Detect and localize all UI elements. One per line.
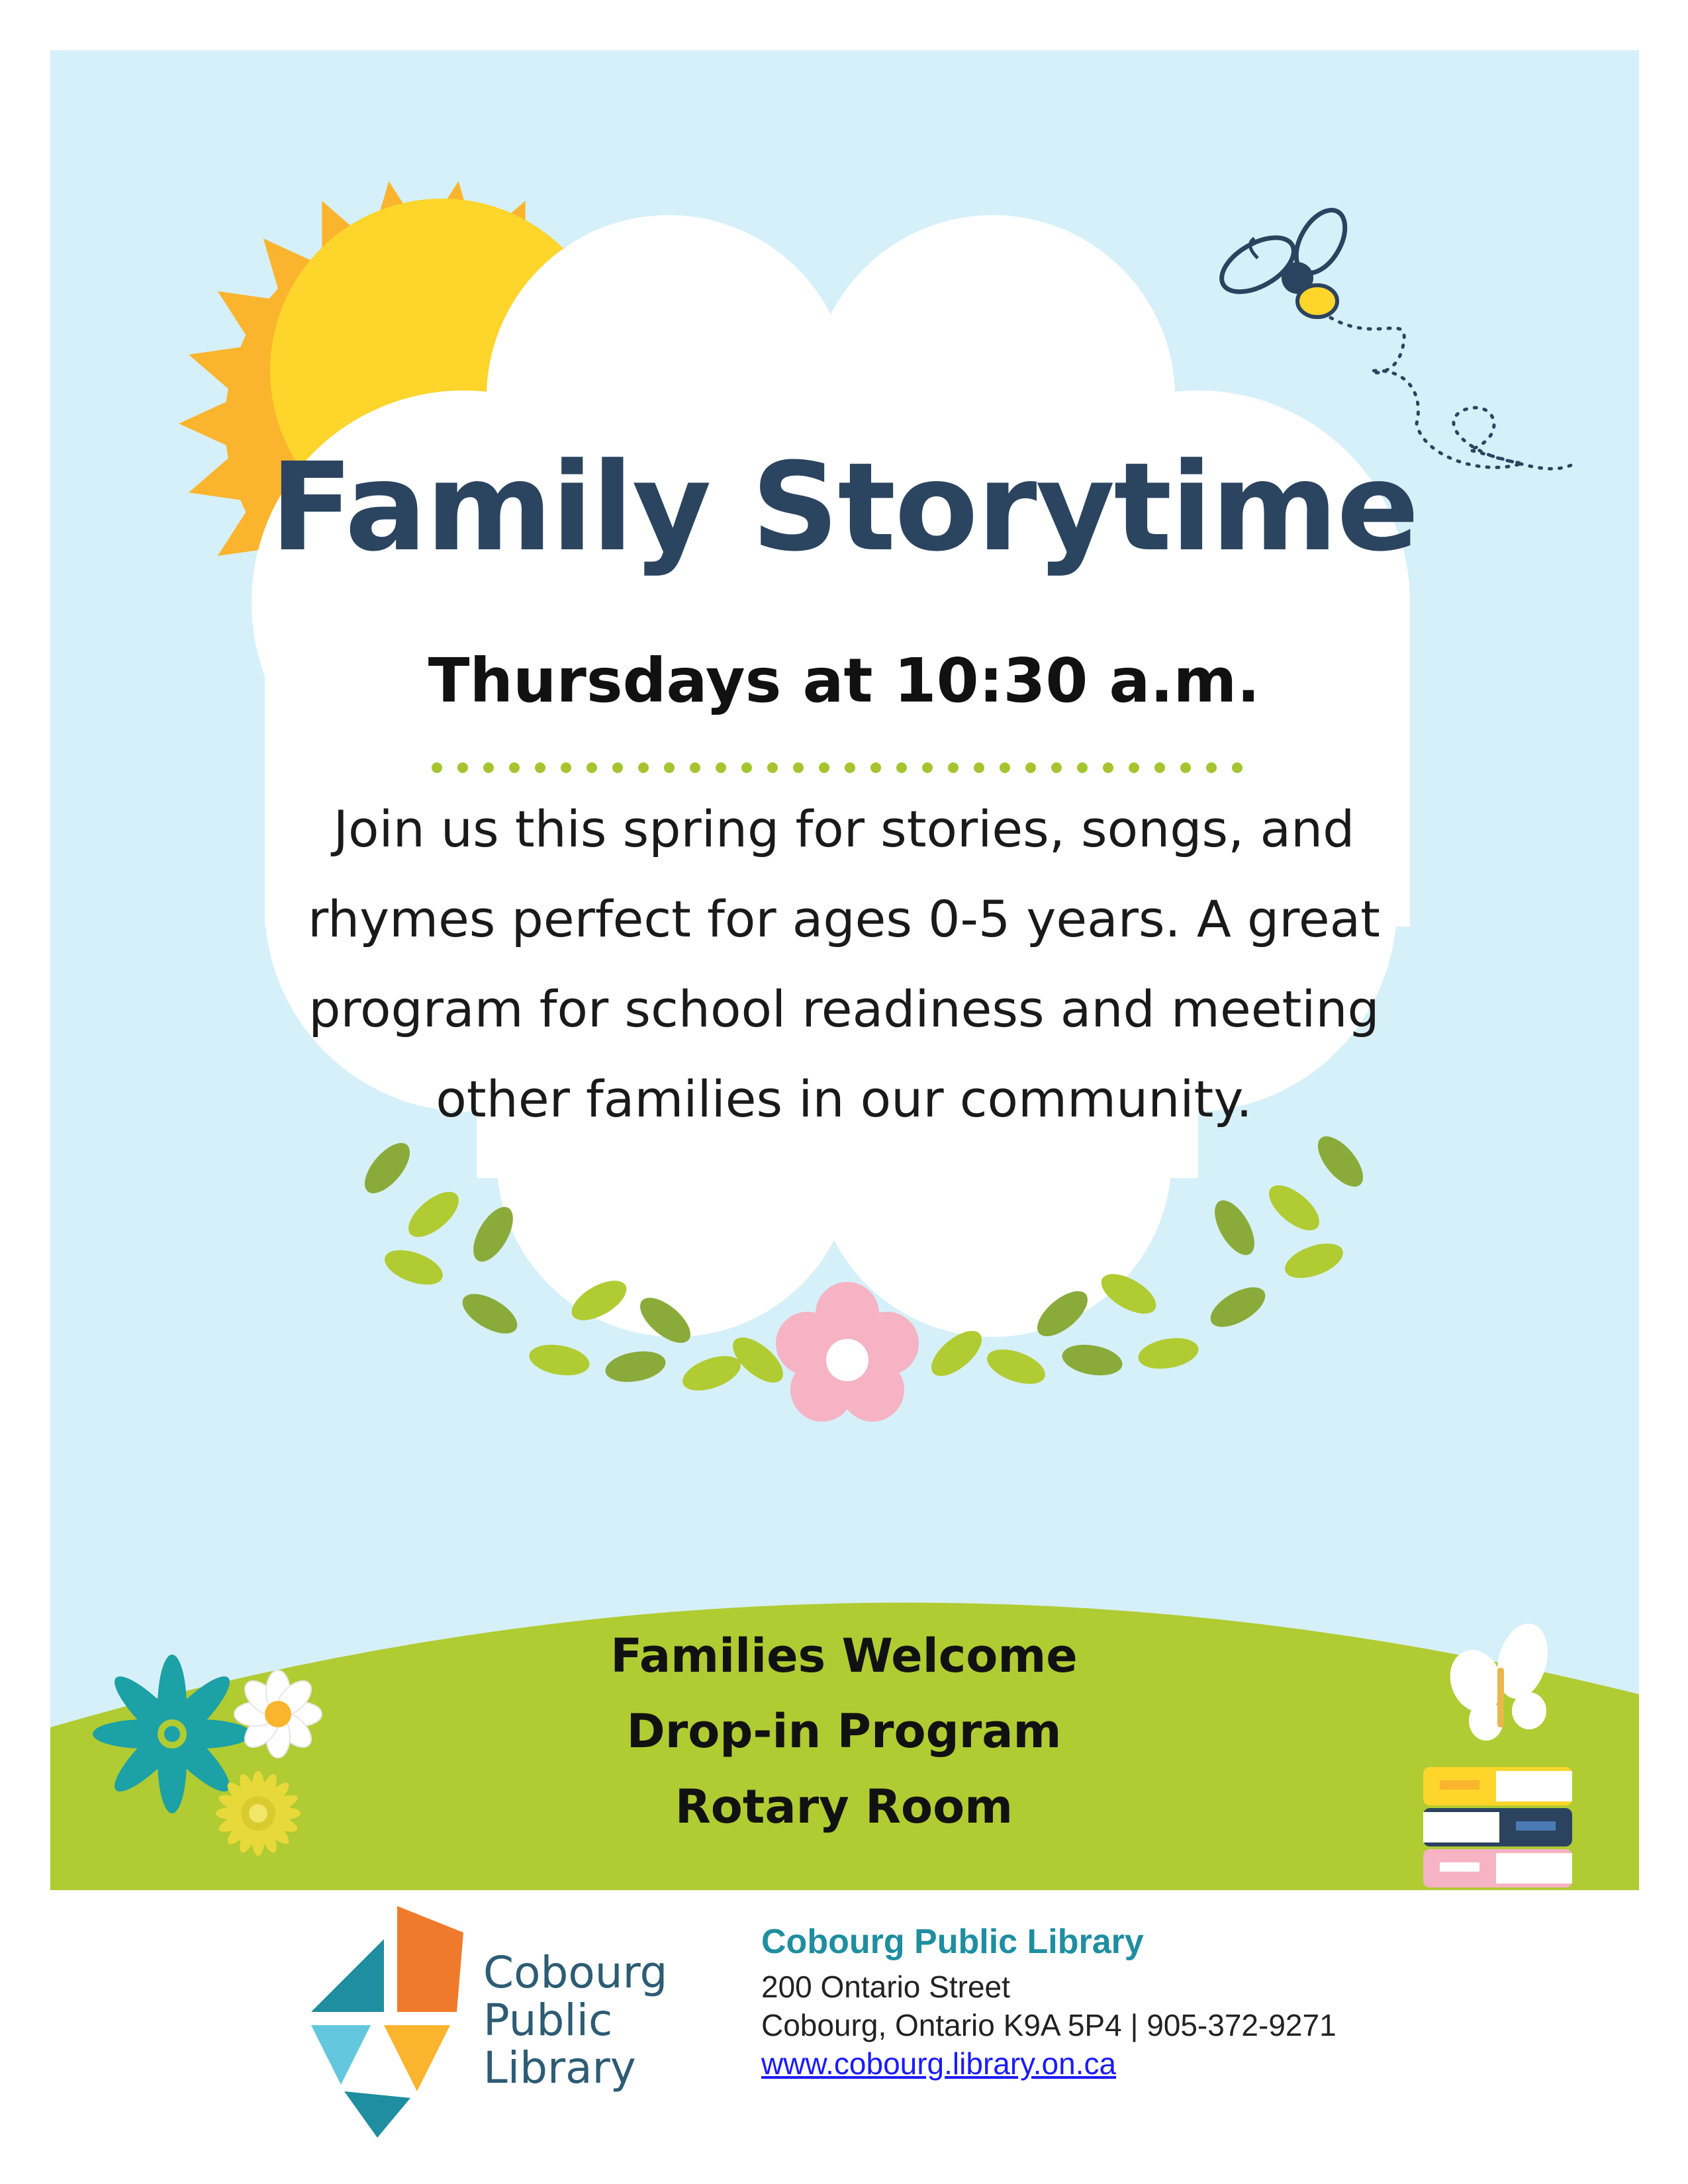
logo-wordmark [483,1949,667,2092]
organization-name: Cobourg Public Library [761,1923,1144,1961]
address-line-2: Cobourg, Ontario K9A 5P4 | 905-372-9271 [761,2008,1336,2042]
detail-families-welcome: Families Welcome [610,1629,1078,1683]
detail-location: Rotary Room [675,1780,1013,1834]
logo-line: Library [483,2042,636,2093]
schedule-text: Thursdays at 10:30 a.m. [428,645,1260,716]
contact-block [761,1923,1336,2083]
logo-line: Cobourg [483,1947,668,1998]
logo-line: Public [483,1995,613,2046]
poster-title: Family Storytime [269,437,1419,578]
description-text: Join us this spring for stories, songs, and rhymes perfect for ages 0-5 years. A great program for school readiness and meeting other families in our community. [308,799,1380,1128]
address-line-1: 200 Ontario Street [761,1970,1010,2004]
website-link[interactable]: www.cobourg.library.on.ca [761,2046,1117,2081]
detail-drop-in: Drop-in Program [626,1704,1062,1758]
